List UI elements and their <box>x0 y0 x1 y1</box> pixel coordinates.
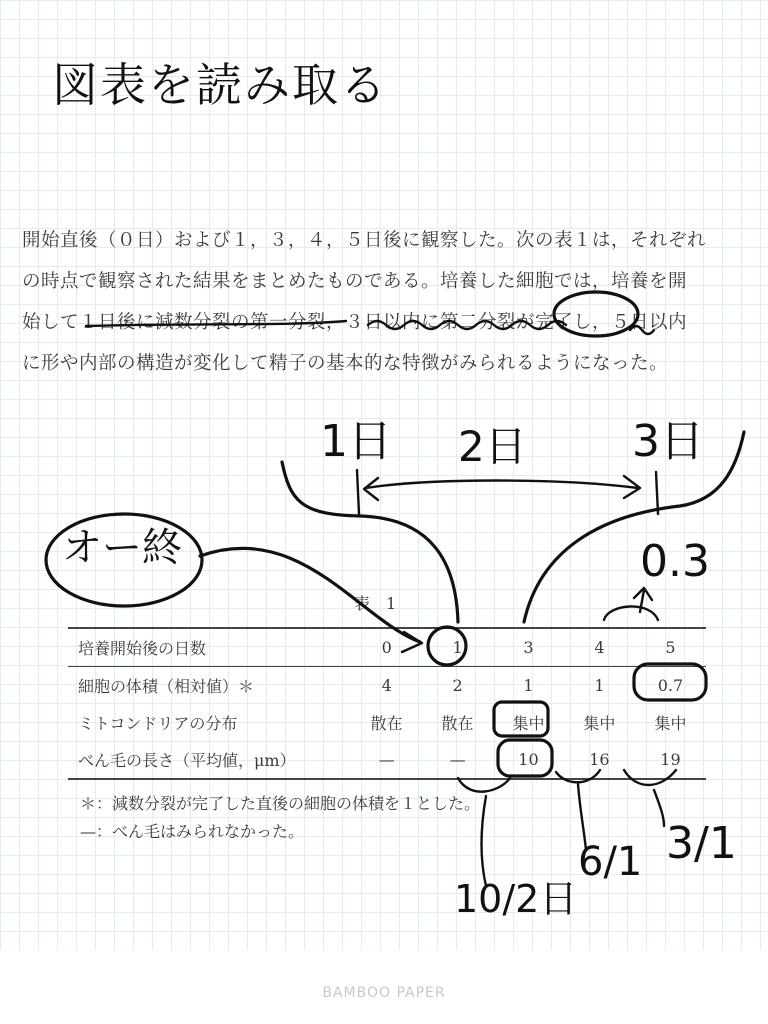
note-line: ＊：減数分裂が完了した直後の細胞の体積を１とした。 <box>80 794 481 813</box>
table-cell: 散在 <box>441 714 474 733</box>
table-cell: 散在 <box>370 714 403 733</box>
bracket-0-3 <box>604 606 658 620</box>
row-label: べん毛の長さ（平均値，μm） <box>68 741 351 779</box>
circle-day1 <box>428 627 466 665</box>
double-arrow-line <box>366 481 638 489</box>
connector-line <box>654 790 664 826</box>
table-cell: 集中 <box>512 714 545 733</box>
underline-stroke <box>86 321 346 326</box>
table-cell: 1 <box>422 628 493 667</box>
annotation-day1: 1日 <box>320 416 392 467</box>
circle-complete <box>554 292 638 336</box>
app-brand-label: BAMBOO PAPER <box>322 985 446 1001</box>
wavy-underline-stroke <box>368 321 566 329</box>
annotation-day3: 3日 <box>632 416 704 467</box>
row-label: 培養開始後の日数 <box>68 628 351 667</box>
table-cell: 19 <box>635 741 706 779</box>
arrow-to-day1 <box>200 548 420 642</box>
annotation-0-3: 0.3 <box>640 536 710 587</box>
table-cell: — <box>351 741 422 779</box>
table-cell: 4 <box>381 676 392 695</box>
table-cell: 3 <box>493 628 564 667</box>
connector-line <box>482 796 487 886</box>
table-cell: 集中 <box>654 714 687 733</box>
table-cell: 0 <box>351 628 422 667</box>
bracket-under <box>556 770 600 782</box>
tick-mark <box>357 470 359 514</box>
bracket-under <box>624 770 676 785</box>
handwritten-title: 図表を読み取る <box>52 58 388 112</box>
table-caption: 表 1 <box>354 594 397 613</box>
annotation-ratio-6-1: 6/1 <box>578 839 643 885</box>
table-cell: 1 <box>523 676 534 695</box>
table-cell: 1 <box>594 676 605 695</box>
passage-line: 開始直後（０日）および１，３，４，５日後に観察した。次の表１は，それぞれ <box>22 230 707 251</box>
bracket-left-curve <box>282 462 458 622</box>
passage-line: 始して１日後に減数分裂の第一分裂，３日以内に第二分裂が完了し，５日以内 <box>22 312 688 333</box>
row-label: 細胞の体積（相対値）＊ <box>78 677 255 696</box>
tick-mark <box>656 472 658 514</box>
passage-line: に形や内部の構造が変化して精子の基本的な特徴がみられるようになった。 <box>22 353 669 374</box>
box-concentrated <box>494 702 548 736</box>
table-cell: 2 <box>452 676 463 695</box>
squiggle-stroke <box>630 326 654 334</box>
box-10 <box>498 740 552 776</box>
bracket-under <box>458 778 510 792</box>
annotation-ratio-10-2: 10/2日 <box>454 877 578 921</box>
box-0-7 <box>634 664 706 700</box>
table-cell: 16 <box>564 741 635 779</box>
annotation-ratio-3-1: 3/1 <box>666 818 737 869</box>
annotation-day2: 2日 <box>458 422 527 471</box>
row-label: ミトコンドリアの分布 <box>78 714 238 733</box>
passage-line: の時点で観察された結果をまとめたものである。培養した細胞では，培養を開 <box>22 271 688 292</box>
table-cell: 集中 <box>583 714 616 733</box>
note-line: —：べん毛はみられなかった。 <box>80 822 305 841</box>
table-cell: 10 <box>493 741 564 779</box>
table-cell: 5 <box>635 628 706 667</box>
annotation-first-end: オー終 <box>62 525 182 571</box>
table-cell: 0.7 <box>657 676 684 695</box>
table-cell: — <box>422 741 493 779</box>
table-cell: 4 <box>564 628 635 667</box>
